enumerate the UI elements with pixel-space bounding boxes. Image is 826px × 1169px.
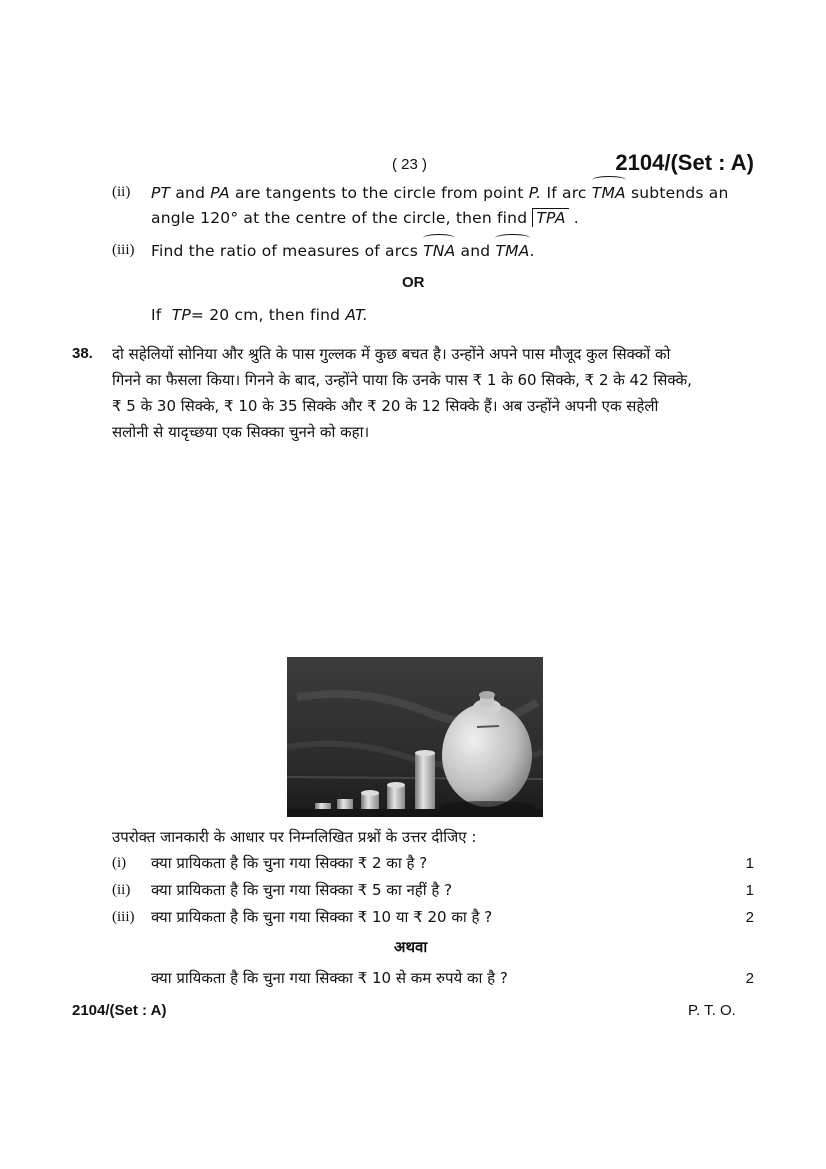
coin-stack-1: [315, 803, 331, 809]
q38-part-ii-label: (ii): [112, 882, 131, 898]
q38-or-marks: 2: [745, 970, 754, 987]
segment-pa: PA: [210, 184, 230, 202]
pto-label: P. T. O.: [688, 1002, 736, 1019]
arc-tna: TNA: [423, 239, 455, 263]
period-2: .: [529, 242, 535, 260]
subtends-text: subtends an: [630, 184, 729, 202]
q38-or-text: क्या प्रायिकता है कि चुना गया सिक्का ₹ 10 से कम रुपये का है ?: [151, 969, 508, 987]
q38-part-i-marks: 1: [745, 855, 754, 872]
q38-part-iii-label: (iii): [112, 909, 135, 925]
q38-line2: गिनने का फैसला किया। गिनने के बाद, उन्होंने पाया कि उनके पास ₹ 1 के 60 सिक्के, ₹ 2 के 42 सिक्के,: [112, 371, 692, 389]
angle-tpa: TPA: [532, 208, 568, 227]
q37-part-iii-label: (iii): [112, 242, 135, 258]
segment-tp: TP: [171, 306, 191, 324]
segment-pt: PT: [151, 184, 171, 202]
tp-value-text: = 20 cm, then find: [190, 306, 341, 324]
paper-code-header: 2104/(Set : A): [615, 150, 754, 175]
if-arc-text: If arc: [546, 184, 587, 202]
page-number: ( 23 ): [392, 156, 428, 173]
period: .: [573, 209, 579, 227]
q38-part-iii-text: क्या प्रायिकता है कि चुना गया सिक्का ₹ 10 या ₹ 20 का है ?: [151, 908, 493, 926]
coin-slot: [477, 726, 499, 727]
piggy-bank-pot: [442, 703, 532, 807]
point-p: P.: [528, 184, 542, 202]
q38-part-i-label: (i): [112, 855, 127, 871]
word-and: and: [175, 184, 206, 202]
q37-part-iii-text: [151, 239, 535, 263]
piggy-bank-photo: [287, 657, 543, 817]
if-text: If: [151, 306, 162, 324]
q37-part-ii-line1: [151, 181, 755, 205]
q38-or-heading: अथवा: [394, 938, 428, 956]
angle-text: angle 120° at the centre of the circle, then find: [151, 209, 528, 227]
q37-or-text: [151, 303, 368, 327]
word-and-2: and: [460, 242, 491, 260]
q37-part-ii-line2: [151, 206, 579, 230]
q38-number: 38.: [72, 345, 93, 362]
q38-part-ii-marks: 1: [745, 882, 754, 899]
q38-line1: दो सहेलियों सोनिया और श्रुति के पास गुल्लक में कुछ बचत है। उन्होंने अपने पास मौजूद कुल सिक्कों को: [112, 345, 671, 363]
q37-part-ii-label: (ii): [112, 184, 131, 200]
arc-tma-2: TMA: [495, 239, 529, 263]
q38-passage: [112, 341, 756, 445]
coin-stack-5: [415, 753, 435, 809]
q38-line4: सलोनी से यादृच्छया एक सिक्का चुनने को कहा।: [112, 423, 370, 441]
q38-part-iii-marks: 2: [745, 909, 754, 926]
q38-intro: उपरोक्त जानकारी के आधार पर निम्नलिखित प्रश्नों के उत्तर दीजिए :: [112, 828, 477, 846]
arc-tma: TMA: [592, 181, 626, 205]
q38-part-i-text: क्या प्रायिकता है कि चुना गया सिक्का ₹ 2 का है ?: [151, 854, 428, 872]
q38-part-ii-text: क्या प्रायिकता है कि चुना गया सिक्का ₹ 5 का नहीं है ?: [151, 881, 453, 899]
q38-line3: ₹ 5 के 30 सिक्के, ₹ 10 के 35 सिक्के और ₹ 20 के 12 सिक्के हैं। अब उन्होंने अपनी एक सहेली: [112, 397, 659, 415]
or-heading: OR: [402, 274, 425, 291]
coin-stack-2: [337, 799, 353, 809]
coin-stack-4: [387, 785, 405, 809]
tangent-text: are tangents to the circle from point: [235, 184, 524, 202]
segment-at: AT.: [345, 306, 368, 324]
ratio-text: Find the ratio of measures of arcs: [151, 242, 418, 260]
paper-code-footer: 2104/(Set : A): [72, 1002, 167, 1019]
